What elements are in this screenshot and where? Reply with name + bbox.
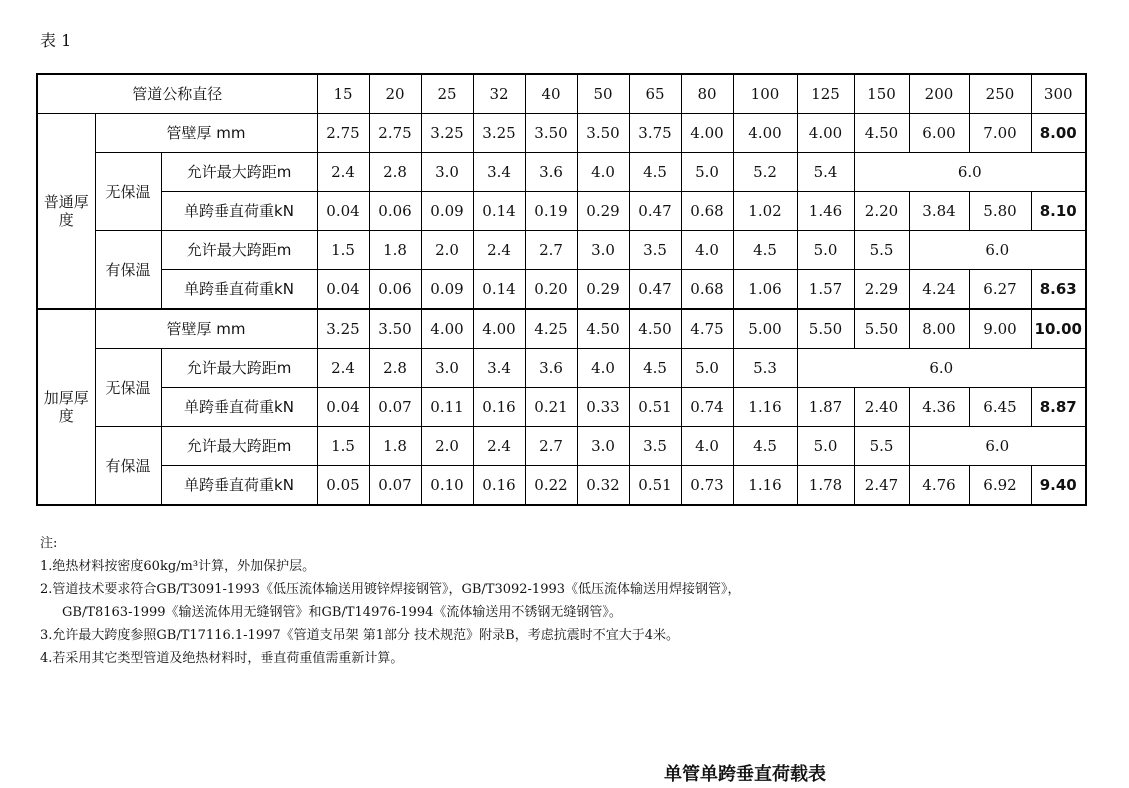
table-caption: 单管单跨垂直荷载表 bbox=[664, 764, 826, 785]
note-line: GB/T8163-1999《输送流体用无缝钢管》和GB/T14976-1994《流体输送用不锈钢无缝钢管》。 bbox=[62, 605, 622, 620]
load-label: 单跨垂直荷重kN bbox=[161, 466, 317, 506]
load-value: 0.51 bbox=[629, 388, 681, 427]
span-value: 5.0 bbox=[797, 231, 854, 270]
span-value: 5.2 bbox=[733, 153, 797, 192]
load-value: 8.63 bbox=[1031, 270, 1086, 310]
load-value: 9.40 bbox=[1031, 466, 1086, 506]
span-value: 4.5 bbox=[733, 427, 797, 466]
wall-value: 5.50 bbox=[797, 309, 854, 349]
load-value: 0.07 bbox=[369, 466, 421, 506]
span-row bbox=[37, 231, 1086, 270]
span-value: 2.8 bbox=[369, 153, 421, 192]
load-value: 8.87 bbox=[1031, 388, 1086, 427]
span-label: 允许最大跨距m bbox=[161, 153, 317, 192]
load-value: 0.16 bbox=[473, 388, 525, 427]
wall-value: 3.50 bbox=[577, 114, 629, 153]
span-value: 1.8 bbox=[369, 231, 421, 270]
diameter-header: 32 bbox=[473, 74, 525, 114]
load-value: 4.36 bbox=[909, 388, 969, 427]
load-value: 2.20 bbox=[854, 192, 909, 231]
load-row bbox=[37, 466, 1086, 506]
load-value: 2.40 bbox=[854, 388, 909, 427]
load-value: 0.14 bbox=[473, 270, 525, 310]
load-value: 0.06 bbox=[369, 192, 421, 231]
wall-value: 8.00 bbox=[909, 309, 969, 349]
load-value: 0.33 bbox=[577, 388, 629, 427]
note-line: 1.绝热材料按密度60kg/m³计算，外加保护层。 bbox=[40, 559, 316, 574]
wall-value: 6.00 bbox=[909, 114, 969, 153]
wall-value: 3.25 bbox=[317, 309, 369, 349]
wall-value: 4.00 bbox=[797, 114, 854, 153]
span-value: 4.5 bbox=[629, 153, 681, 192]
wall-value: 2.75 bbox=[369, 114, 421, 153]
wall-value: 4.00 bbox=[421, 309, 473, 349]
span-value: 2.0 bbox=[421, 427, 473, 466]
load-value: 0.47 bbox=[629, 192, 681, 231]
load-value: 2.29 bbox=[854, 270, 909, 310]
load-value: 0.32 bbox=[577, 466, 629, 506]
diameter-header: 65 bbox=[629, 74, 681, 114]
load-value: 0.47 bbox=[629, 270, 681, 310]
diameter-header: 300 bbox=[1031, 74, 1086, 114]
span-label: 允许最大跨距m bbox=[161, 427, 317, 466]
span-row bbox=[37, 349, 1086, 388]
diameter-header: 80 bbox=[681, 74, 733, 114]
span-value: 3.6 bbox=[525, 349, 577, 388]
span-value: 4.0 bbox=[577, 153, 629, 192]
span-value: 4.0 bbox=[577, 349, 629, 388]
span-value: 2.4 bbox=[317, 349, 369, 388]
span-value: 3.5 bbox=[629, 231, 681, 270]
diameter-header: 15 bbox=[317, 74, 369, 114]
wall-value: 5.00 bbox=[733, 309, 797, 349]
span-value: 3.4 bbox=[473, 349, 525, 388]
span-value: 2.8 bbox=[369, 349, 421, 388]
load-value: 8.10 bbox=[1031, 192, 1086, 231]
span-value: 3.0 bbox=[421, 349, 473, 388]
span-value: 3.0 bbox=[577, 231, 629, 270]
span-label: 允许最大跨距m bbox=[161, 231, 317, 270]
span-value: 5.5 bbox=[854, 231, 909, 270]
wall-value: 3.25 bbox=[421, 114, 473, 153]
load-value: 2.47 bbox=[854, 466, 909, 506]
span-value: 1.5 bbox=[317, 427, 369, 466]
load-value: 0.68 bbox=[681, 192, 733, 231]
group-name: 有保温 bbox=[95, 427, 161, 506]
section-name: 普通厚度 bbox=[37, 114, 95, 310]
load-value: 0.51 bbox=[629, 466, 681, 506]
span-row bbox=[37, 153, 1086, 192]
wall-value: 3.50 bbox=[525, 114, 577, 153]
span-value: 5.4 bbox=[797, 153, 854, 192]
span-value: 4.5 bbox=[733, 231, 797, 270]
diameter-header: 100 bbox=[733, 74, 797, 114]
span-merged-value: 6.0 bbox=[854, 153, 1086, 192]
load-value: 1.16 bbox=[733, 388, 797, 427]
load-value: 5.80 bbox=[969, 192, 1031, 231]
wall-value: 4.00 bbox=[473, 309, 525, 349]
wall-value: 3.75 bbox=[629, 114, 681, 153]
load-value: 1.87 bbox=[797, 388, 854, 427]
diameter-header: 250 bbox=[969, 74, 1031, 114]
span-value: 2.7 bbox=[525, 427, 577, 466]
wall-value: 4.50 bbox=[629, 309, 681, 349]
load-row bbox=[37, 388, 1086, 427]
wall-value: 4.50 bbox=[854, 114, 909, 153]
load-table bbox=[36, 73, 1087, 506]
wall-value: 10.00 bbox=[1031, 309, 1086, 349]
load-value: 0.06 bbox=[369, 270, 421, 310]
load-value: 1.78 bbox=[797, 466, 854, 506]
wall-thickness-row bbox=[37, 114, 1086, 153]
load-value: 0.09 bbox=[421, 270, 473, 310]
diameter-header: 200 bbox=[909, 74, 969, 114]
span-merged-value: 6.0 bbox=[797, 349, 1086, 388]
load-value: 0.04 bbox=[317, 192, 369, 231]
wall-label: 管壁厚 mm bbox=[95, 309, 317, 349]
diameter-header: 25 bbox=[421, 74, 473, 114]
wall-value: 3.50 bbox=[369, 309, 421, 349]
diameter-header: 20 bbox=[369, 74, 421, 114]
wall-value: 2.75 bbox=[317, 114, 369, 153]
load-value: 0.10 bbox=[421, 466, 473, 506]
load-row bbox=[37, 192, 1086, 231]
group-name: 无保温 bbox=[95, 349, 161, 427]
diameter-header: 150 bbox=[854, 74, 909, 114]
load-value: 0.29 bbox=[577, 192, 629, 231]
span-value: 2.4 bbox=[473, 427, 525, 466]
note-line: 3.允许最大跨度参照GB/T17116.1-1997《管道支吊架 第1部分 技术规范》附录B，考虑抗震时不宜大于4米。 bbox=[40, 628, 679, 643]
load-value: 0.04 bbox=[317, 270, 369, 310]
load-value: 0.74 bbox=[681, 388, 733, 427]
span-value: 5.0 bbox=[681, 153, 733, 192]
span-value: 2.4 bbox=[317, 153, 369, 192]
span-value: 5.5 bbox=[854, 427, 909, 466]
load-value: 0.11 bbox=[421, 388, 473, 427]
wall-label: 管壁厚 mm bbox=[95, 114, 317, 153]
wall-value: 8.00 bbox=[1031, 114, 1086, 153]
span-value: 4.0 bbox=[681, 427, 733, 466]
load-value: 4.24 bbox=[909, 270, 969, 310]
load-value: 0.07 bbox=[369, 388, 421, 427]
span-merged-value: 6.0 bbox=[909, 427, 1086, 466]
load-label: 单跨垂直荷重kN bbox=[161, 388, 317, 427]
load-value: 0.20 bbox=[525, 270, 577, 310]
load-value: 6.92 bbox=[969, 466, 1031, 506]
diameter-header: 125 bbox=[797, 74, 854, 114]
load-value: 0.09 bbox=[421, 192, 473, 231]
load-value: 4.76 bbox=[909, 466, 969, 506]
diameter-header: 40 bbox=[525, 74, 577, 114]
wall-value: 7.00 bbox=[969, 114, 1031, 153]
wall-value: 4.00 bbox=[733, 114, 797, 153]
load-value: 0.04 bbox=[317, 388, 369, 427]
load-value: 1.57 bbox=[797, 270, 854, 310]
span-value: 1.5 bbox=[317, 231, 369, 270]
load-label: 单跨垂直荷重kN bbox=[161, 270, 317, 310]
load-row bbox=[37, 270, 1086, 310]
load-value: 1.06 bbox=[733, 270, 797, 310]
load-value: 0.14 bbox=[473, 192, 525, 231]
wall-value: 4.25 bbox=[525, 309, 577, 349]
span-value: 2.0 bbox=[421, 231, 473, 270]
span-value: 3.4 bbox=[473, 153, 525, 192]
span-value: 5.3 bbox=[733, 349, 797, 388]
wall-value: 5.50 bbox=[854, 309, 909, 349]
span-value: 4.5 bbox=[629, 349, 681, 388]
span-value: 5.0 bbox=[797, 427, 854, 466]
load-label: 单跨垂直荷重kN bbox=[161, 192, 317, 231]
group-name: 无保温 bbox=[95, 153, 161, 231]
span-value: 3.6 bbox=[525, 153, 577, 192]
span-value: 5.0 bbox=[681, 349, 733, 388]
load-value: 0.68 bbox=[681, 270, 733, 310]
span-value: 4.0 bbox=[681, 231, 733, 270]
span-row bbox=[37, 427, 1086, 466]
span-value: 3.0 bbox=[421, 153, 473, 192]
wall-thickness-row bbox=[37, 309, 1086, 349]
load-value: 0.16 bbox=[473, 466, 525, 506]
load-value: 3.84 bbox=[909, 192, 969, 231]
load-value: 6.27 bbox=[969, 270, 1031, 310]
wall-value: 4.50 bbox=[577, 309, 629, 349]
load-value: 1.46 bbox=[797, 192, 854, 231]
load-value: 0.21 bbox=[525, 388, 577, 427]
span-value: 2.7 bbox=[525, 231, 577, 270]
notes bbox=[40, 532, 741, 670]
span-value: 1.8 bbox=[369, 427, 421, 466]
wall-value: 9.00 bbox=[969, 309, 1031, 349]
wall-value: 3.25 bbox=[473, 114, 525, 153]
span-value: 3.5 bbox=[629, 427, 681, 466]
load-value: 0.19 bbox=[525, 192, 577, 231]
load-value: 0.05 bbox=[317, 466, 369, 506]
span-value: 2.4 bbox=[473, 231, 525, 270]
load-value: 1.02 bbox=[733, 192, 797, 231]
diameter-header: 50 bbox=[577, 74, 629, 114]
note-line: 2.管道技术要求符合GB/T3091-1993《低压流体输送用镀锌焊接钢管》，GB/T3092-1993《低压流体输送用焊接钢管》， bbox=[40, 582, 741, 597]
load-value: 1.16 bbox=[733, 466, 797, 506]
wall-value: 4.00 bbox=[681, 114, 733, 153]
section-name: 加厚厚度 bbox=[37, 309, 95, 505]
header-row bbox=[37, 74, 1086, 114]
note-line: 4.若采用其它类型管道及绝热材料时，垂直荷重值需重新计算。 bbox=[40, 651, 404, 666]
wall-value: 4.75 bbox=[681, 309, 733, 349]
span-merged-value: 6.0 bbox=[909, 231, 1086, 270]
span-value: 3.0 bbox=[577, 427, 629, 466]
load-value: 6.45 bbox=[969, 388, 1031, 427]
load-value: 0.29 bbox=[577, 270, 629, 310]
load-value: 0.22 bbox=[525, 466, 577, 506]
span-label: 允许最大跨距m bbox=[161, 349, 317, 388]
load-value: 0.73 bbox=[681, 466, 733, 506]
header-title: 管道公称直径 bbox=[37, 74, 317, 114]
group-name: 有保温 bbox=[95, 231, 161, 310]
notes-title: 注: bbox=[40, 536, 58, 551]
table-label: 表 1 bbox=[40, 31, 72, 50]
